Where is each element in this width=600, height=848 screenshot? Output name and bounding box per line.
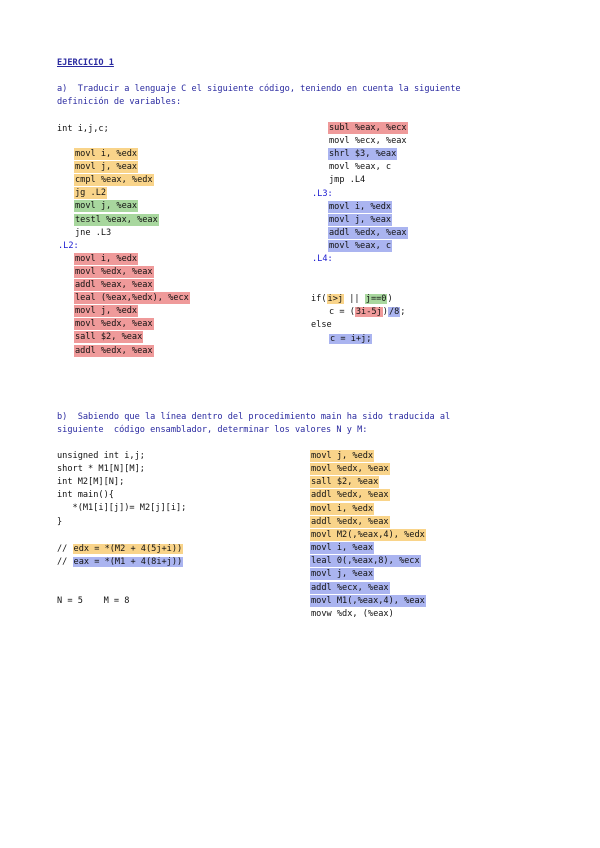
asm-line: testl %eax, %eax [75,214,158,225]
answer-n-m: N = 5 M = 8 [57,596,130,606]
c-assign-statement [329,306,405,318]
asm-line: movl j, %eax [75,162,138,173]
c-assign-prefix: c = ( [329,307,355,317]
asm-line: jne .L3 [75,227,112,238]
c-else-statement-wrap [329,333,372,345]
c-code-line: unsigned int i,j; [57,451,145,461]
c-assign-end: ; [400,307,406,317]
asm-line: addl %edx, %eax [329,227,407,238]
comment-edx [57,543,183,555]
asm-line: movl i, %edx [75,149,138,159]
part-b-intro-line1: b) Sabiendo que la línea dentro del procedimiento main ha sido traducida al [57,412,451,422]
asm-line: jmp .L4 [329,175,366,186]
asm-line: movl %edx, %eax [75,266,153,277]
asm-line: movl M2(,%eax,4), %edx [311,529,425,540]
asm-line: movl %ecx, %eax [329,136,407,147]
asm-line: addl %eax, %eax [75,280,153,290]
asm-line: movl %edx, %eax [75,319,153,330]
asm-label: .L4: [312,254,333,264]
asm-line: movl i, %edx [311,503,374,514]
asm-line: addl %edx, %eax [311,516,389,527]
c-if-cond1: i>j [327,294,344,304]
comment-eax-prefix: // [57,557,73,567]
c-if-cond2: j==0 [365,294,387,304]
c-code-line: short * M1[N][M]; [57,464,145,475]
asm-line: movw %dx, (%eax) [311,608,394,619]
c-if-suffix: ) [387,294,393,304]
part-a-declaration: int i,j,c; [57,124,109,134]
asm-line: movl j, %eax [75,201,138,212]
c-if-statement [311,293,393,305]
c-else-statement: c = i+j; [330,334,372,344]
asm-line: subl %eax, %ecx [329,123,407,133]
c-assign-expr: 3i-5j [355,307,382,317]
asm-line: movl j, %eax [329,214,392,225]
asm-line: movl j, %edx [311,451,374,461]
c-assign-div: /8 [388,307,400,317]
c-if-prefix: if( [311,294,327,304]
asm-label: .L2: [58,240,79,251]
asm-line: movl i, %edx [75,253,138,264]
asm-line: addl %edx, %eax [311,490,389,501]
asm-line: sall $2, %eax [311,477,379,488]
asm-line: addl %edx, %eax [75,345,153,356]
asm-line: addl %ecx, %eax [311,582,389,593]
c-else: else [311,320,332,330]
part-a-intro-line1: a) Traducir a lenguaje C el siguiente código, teniendo en cuenta la siguiente [57,84,461,94]
c-code-line: int main(){ [57,490,114,501]
asm-line: movl i, %eax [311,543,374,554]
comment-edx-prefix: // [57,544,73,554]
asm-line: movl %eax, c [329,240,392,251]
c-code-line: *(M1[i][j])= M2[j][i]; [57,503,187,514]
asm-line: movl j, %eax [311,569,374,580]
asm-line: leal 0(,%eax,8), %ecx [311,556,420,567]
asm-line: movl M1(,%eax,4), %eax [311,595,425,606]
asm-line: movl j, %edx [75,306,138,317]
part-b-intro-line2: siguiente código ensamblador, determinar los valores N y M: [57,425,368,435]
asm-line: sall $2, %eax [75,332,143,343]
c-if-or: || [344,294,365,304]
part-a-intro-line2: definición de variables: [57,97,182,107]
asm-line: movl %eax, c [329,162,392,173]
comment-eax-text: eax = *(M1 + 4(8i+j)) [73,557,183,567]
asm-label: .L3: [312,188,333,199]
comment-edx-text: edx = *(M2 + 4(5j+i)) [73,544,183,554]
asm-line: jg .L2 [75,188,107,199]
c-assign-close: ) [382,307,388,317]
c-code-line: int M2[M][N]; [57,477,125,488]
asm-line: leal (%eax,%edx), %ecx [75,293,189,304]
asm-line: shrl $3, %eax [329,149,397,160]
exercise-title: EJERCICIO 1 [57,58,114,68]
comment-eax [57,556,183,568]
c-code-line: } [57,516,63,527]
asm-line: cmpl %eax, %edx [75,175,153,186]
asm-line: movl i, %edx [329,201,392,212]
asm-line: movl %edx, %eax [311,464,389,475]
